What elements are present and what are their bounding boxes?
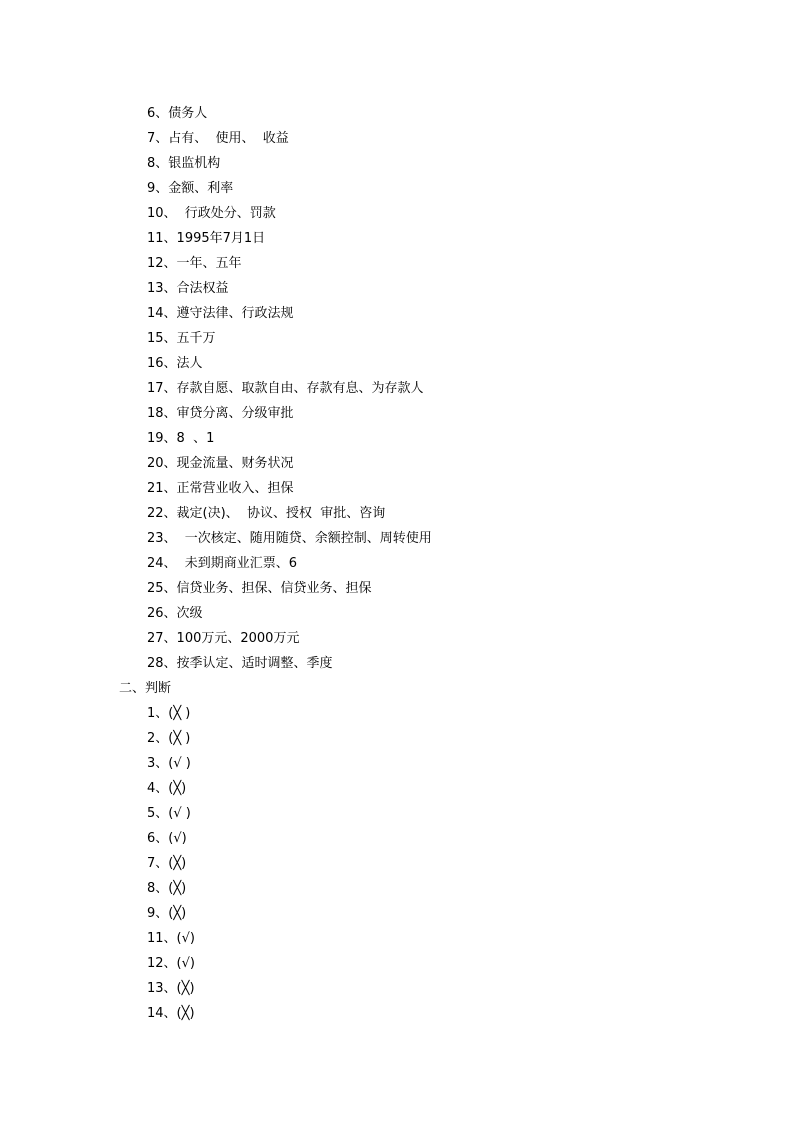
fill-answer-26: 26、次级: [147, 606, 203, 621]
section-heading-judgement: 二、判断: [119, 681, 172, 696]
fill-answer-10: 10、 行政处分、罚款: [147, 206, 276, 221]
answer-list: [0, 101, 794, 1026]
judgement-answer-3: 3、(√ ): [147, 756, 191, 771]
fill-answer-22: 22、裁定(决)、 协议、授权 审批、咨询: [147, 506, 386, 521]
fill-answer-8: 8、银监机构: [147, 156, 221, 171]
fill-answer-15: 15、五千万: [147, 331, 216, 346]
fill-answer-21: 21、正常营业收入、担保: [147, 481, 294, 496]
judgement-answer-8: 8、(╳): [147, 881, 187, 896]
judgement-answer-13: 13、(╳): [147, 981, 195, 996]
fill-answer-7: 7、占有、 使用、 收益: [147, 131, 289, 146]
fill-answer-23: 23、 一次核定、随用随贷、余额控制、周转使用: [147, 531, 432, 546]
fill-answer-9: 9、金额、利率: [147, 181, 234, 196]
fill-answer-12: 12、一年、五年: [147, 256, 242, 271]
judgement-answer-4: 4、(╳): [147, 781, 187, 796]
judgement-answer-12: 12、(√): [147, 956, 195, 971]
fill-answer-17: 17、存款自愿、取款自由、存款有息、为存款人: [147, 381, 424, 396]
fill-answer-24: 24、 未到期商业汇票、6: [147, 556, 298, 571]
fill-answer-16: 16、法人: [147, 356, 203, 371]
judgement-answer-11: 11、(√): [147, 931, 195, 946]
fill-answer-14: 14、遵守法律、行政法规: [147, 306, 294, 321]
fill-answer-18: 18、审贷分离、分级审批: [147, 406, 294, 421]
judgement-answer-5: 5、(√ ): [147, 806, 191, 821]
fill-answer-6: 6、债务人: [147, 106, 208, 121]
fill-answer-25: 25、信贷业务、担保、信贷业务、担保: [147, 581, 372, 596]
fill-answer-28: 28、按季认定、适时调整、季度: [147, 656, 333, 671]
judgement-answer-2: 2、(╳ ): [147, 731, 191, 746]
fill-answer-27: 27、100万元、2000万元: [147, 631, 300, 646]
fill-answer-19: 19、8 、1: [147, 431, 215, 446]
fill-answer-20: 20、现金流量、财务状况: [147, 456, 294, 471]
judgement-answer-14: 14、(╳): [147, 1006, 195, 1021]
judgement-answer-1: 1、(╳ ): [147, 706, 191, 721]
judgement-answer-7: 7、(╳): [147, 856, 187, 871]
judgement-answer-9: 9、(╳): [147, 906, 187, 921]
fill-answer-13: 13、合法权益: [147, 281, 229, 296]
fill-answer-11: 11、1995年7月1日: [147, 231, 266, 246]
judgement-answer-6: 6、(√): [147, 831, 187, 846]
